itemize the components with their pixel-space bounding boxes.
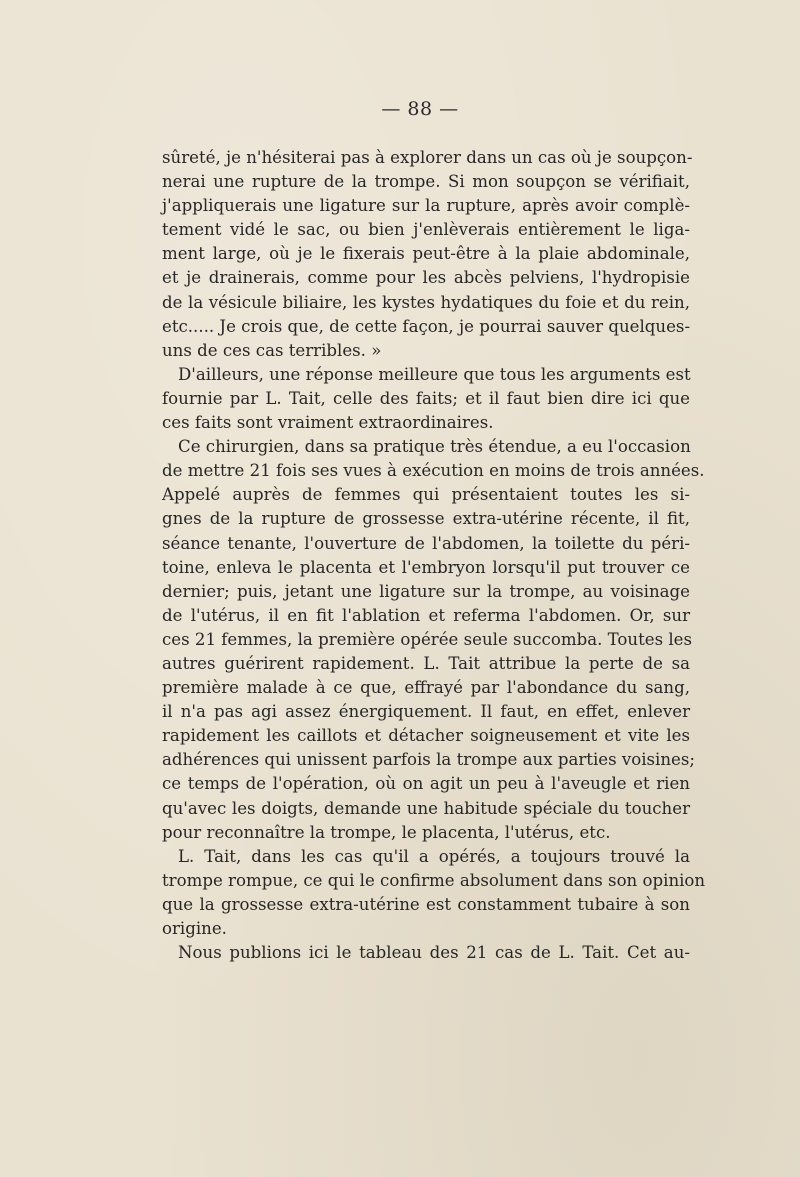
text-line: et je drainerais, comme pour les abcès pelviens, l'hydropisie <box>162 268 690 288</box>
text-line: première malade à ce que, effrayé par l'abondance du sang, <box>162 678 690 698</box>
text-line: il n'a pas agi assez énergiquement. Il faut, en effet, enlever <box>162 702 690 722</box>
text-line: nerai une rupture de la trompe. Si mon soupçon se vérifiait, <box>162 172 690 192</box>
text-line: fournie par L. Tait, celle des faits; et il faut bien dire ici que <box>162 388 690 408</box>
text-line: uns de ces cas terribles. » <box>162 340 382 360</box>
text-line: ce temps de l'opération, où on agit un peu à l'aveugle et rien <box>162 774 690 794</box>
text-line: ces faits sont vraiment extraordinaires. <box>162 413 494 433</box>
text-line: j'appliquerais une ligature sur la rupture, après avoir complè- <box>162 196 690 216</box>
text-line: origine. <box>162 919 227 938</box>
text-line: ces 21 femmes, la première opérée seule succomba. Toutes les <box>162 629 693 649</box>
text-line: gnes de la rupture de grossesse extra-utérine récente, il fit, <box>162 509 690 529</box>
body-text <box>162 146 706 965</box>
text-line: pour reconnaître la trompe, le placenta, l'utérus, etc. <box>162 822 611 842</box>
text-line: sûreté, je n'hésiterai pas à explorer dans un cas où je soupçon- <box>162 148 693 167</box>
text-line: dernier; puis, jetant une ligature sur la trompe, au voisinage <box>162 581 690 601</box>
text-line: D'ailleurs, une réponse meilleure que tous les arguments est <box>178 364 691 384</box>
text-line: Appelé auprès de femmes qui présentaient toutes les si- <box>162 485 690 505</box>
text-line: de mettre 21 fois ses vues à exécution en moins de trois années. <box>162 461 705 481</box>
text-line: tement vidé le sac, ou bien j'enlèverais entièrement le liga- <box>162 220 690 240</box>
text-line: que la grossesse extra-utérine est constamment tubaire à son <box>162 894 690 914</box>
page-number: — 88 — <box>381 98 459 120</box>
text-line: Nous publions ici le tableau des 21 cas de L. Tait. Cet au- <box>178 943 690 963</box>
text-line: autres guérirent rapidement. L. Tait attribue la perte de sa <box>162 653 690 673</box>
text-line: trompe rompue, ce qui le confirme absolument dans son opinion <box>162 870 706 890</box>
text-line: de l'utérus, il en fit l'ablation et referma l'abdomen. Or, sur <box>162 605 690 625</box>
text-line: qu'avec les doigts, demande une habitude spéciale du toucher <box>162 798 690 818</box>
text-line: adhérences qui unissent parfois la trompe aux parties voisines; <box>162 750 695 770</box>
text-line: etc..... Je crois que, de cette façon, je pourrai sauver quelques- <box>162 316 691 336</box>
text-line: Ce chirurgien, dans sa pratique très étendue, a eu l'occasion <box>178 437 691 457</box>
text-line: de la vésicule biliaire, les kystes hydatiques du foie et du rein, <box>162 292 690 312</box>
text-line: séance tenante, l'ouverture de l'abdomen, la toilette du péri- <box>162 533 690 553</box>
text-line: rapidement les caillots et détacher soigneusement et vite les <box>162 726 690 746</box>
text-line: ment large, où je le fixerais peut-être à la plaie abdominale, <box>162 244 690 264</box>
text-line: toine, enleva le placenta et l'embryon lorsqu'il put trouver ce <box>162 557 690 577</box>
text-line: L. Tait, dans les cas qu'il a opérés, a toujours trouvé la <box>178 846 690 866</box>
